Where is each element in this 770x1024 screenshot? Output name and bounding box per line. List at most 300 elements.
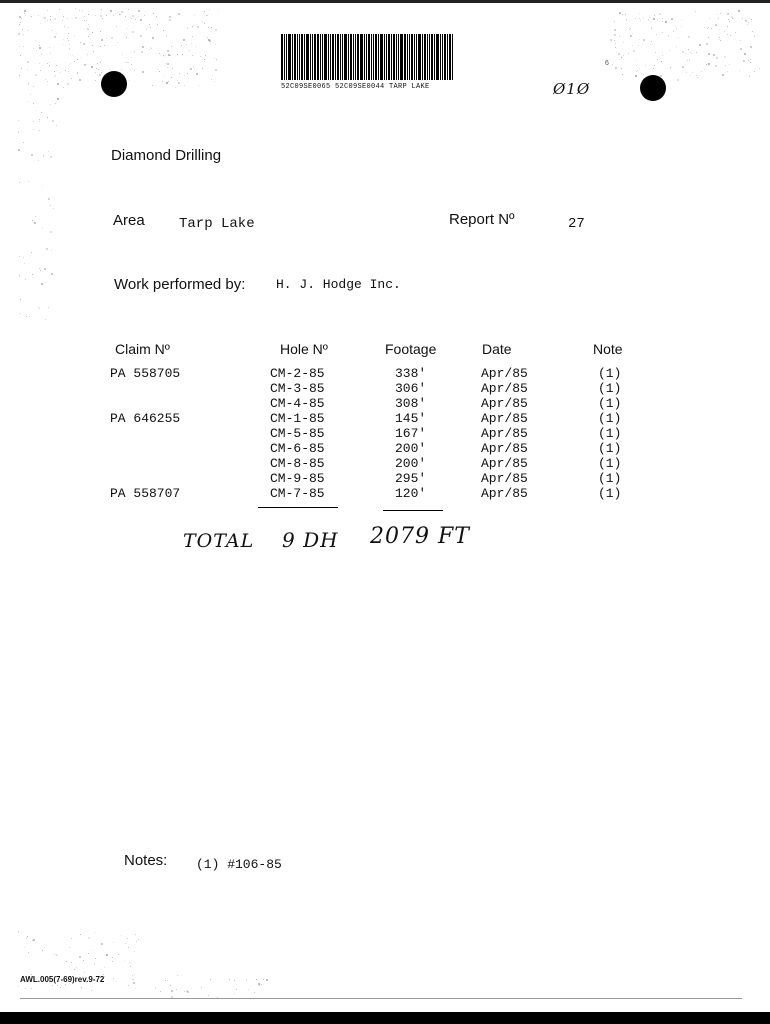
scan-speck <box>749 76 750 77</box>
scan-speck <box>167 63 169 65</box>
col-header-footage: Footage <box>385 341 437 357</box>
scan-speck <box>113 15 114 16</box>
scan-speck <box>632 33 633 34</box>
barcode-bar <box>411 34 413 80</box>
scan-speck <box>132 31 134 33</box>
scan-speck <box>747 24 748 25</box>
scan-speck <box>51 250 52 251</box>
scan-speck <box>68 71 69 72</box>
scan-speck <box>34 222 36 224</box>
scan-speck <box>47 63 48 64</box>
table-cell-footage: 120' <box>395 486 427 501</box>
scan-speck <box>19 313 20 314</box>
scan-speck <box>56 65 57 66</box>
scan-speck <box>685 53 686 54</box>
scan-speck <box>682 66 684 68</box>
scan-speck <box>36 110 37 111</box>
scan-speck <box>754 36 755 37</box>
barcode <box>281 34 497 80</box>
barcode-bar <box>310 34 311 80</box>
scan-speck <box>142 71 144 73</box>
scan-speck <box>84 16 85 17</box>
scan-speck <box>106 954 108 956</box>
scan-speck <box>35 74 37 76</box>
barcode-bar <box>332 34 334 80</box>
scan-speck <box>633 50 635 52</box>
scan-speck <box>210 43 211 44</box>
scan-speck <box>208 995 209 996</box>
scan-speck <box>739 70 740 71</box>
barcode-bar <box>314 34 316 80</box>
barcode-bar <box>364 34 365 80</box>
barcode-bar <box>396 34 397 80</box>
barcode-bar <box>281 34 283 80</box>
scan-speck <box>57 83 59 85</box>
scan-speck <box>720 40 721 41</box>
scan-speck <box>33 129 34 130</box>
scan-speck <box>184 75 185 76</box>
scan-speck <box>205 55 206 56</box>
scan-speck <box>100 62 101 63</box>
table-cell-footage: 308' <box>395 396 427 411</box>
barcode-bar <box>404 34 406 80</box>
scan-speck <box>189 50 190 51</box>
scan-bottom-edge <box>0 1012 770 1024</box>
table-cell-note: (1) <box>598 486 622 501</box>
barcode-bar <box>304 34 305 80</box>
scan-speck <box>31 16 32 17</box>
scan-speck <box>176 989 177 990</box>
barcode-bar <box>324 34 327 80</box>
scan-speck <box>31 988 32 989</box>
scan-speck <box>729 21 730 22</box>
scan-speck <box>109 69 110 70</box>
scan-speck <box>202 21 203 22</box>
area-value: Tarp Lake <box>179 216 255 232</box>
scan-speck <box>74 969 75 970</box>
scan-speck <box>623 42 624 43</box>
scan-speck <box>115 45 116 46</box>
scan-speck <box>209 40 211 42</box>
scan-speck <box>711 28 712 29</box>
scan-speck <box>751 21 752 22</box>
scan-speck <box>26 316 27 317</box>
scan-speck <box>681 26 682 27</box>
scan-speck <box>740 40 741 41</box>
table-cell-note: (1) <box>598 456 622 471</box>
scan-speck <box>630 28 631 29</box>
table-cell-hole: CM-9-85 <box>270 471 325 486</box>
scan-speck <box>229 979 230 980</box>
scan-speck <box>106 15 107 16</box>
scan-speck <box>695 11 696 12</box>
scan-speck <box>171 77 172 78</box>
scan-speck <box>62 20 63 21</box>
scan-speck <box>65 67 66 68</box>
scan-speck <box>55 103 56 104</box>
scan-speck <box>68 40 69 41</box>
scan-speck <box>623 55 624 56</box>
scan-speck <box>645 65 646 66</box>
scan-speck <box>619 12 621 14</box>
scan-speck <box>28 101 29 102</box>
scan-speck <box>204 11 205 12</box>
total-label: TOTAL <box>183 530 255 552</box>
scan-speck <box>63 39 64 40</box>
scan-speck <box>100 15 102 17</box>
scan-speck <box>56 125 57 126</box>
barcode-bar <box>409 34 410 80</box>
table-cell-date: Apr/85 <box>481 396 528 411</box>
scan-speck <box>112 957 113 958</box>
scan-speck <box>210 979 211 980</box>
table-cell-date: Apr/85 <box>481 441 528 456</box>
barcode-bar <box>301 34 303 80</box>
scan-speck <box>102 18 103 19</box>
scan-speck <box>665 21 667 23</box>
scan-speck <box>27 936 28 937</box>
scan-speck <box>215 69 217 71</box>
col-header-date: Date <box>482 341 512 357</box>
scan-speck <box>192 55 193 56</box>
scan-speck <box>98 69 99 70</box>
scan-speck <box>128 985 129 986</box>
scan-speck <box>51 273 53 275</box>
scan-speck <box>637 70 638 71</box>
scan-speck <box>614 29 616 31</box>
table-cell-hole: CM-6-85 <box>270 441 325 456</box>
scan-speck <box>48 151 49 152</box>
barcode-bar <box>375 34 377 80</box>
scan-speck <box>69 947 70 948</box>
scan-speck <box>140 35 142 37</box>
table-cell-date: Apr/85 <box>481 381 528 396</box>
scan-speck <box>20 55 21 56</box>
scan-speck <box>618 53 620 55</box>
scan-speck <box>696 52 697 53</box>
scan-speck <box>162 81 163 82</box>
barcode-bar <box>317 34 319 80</box>
scan-speck <box>128 62 129 63</box>
scan-speck <box>83 43 85 45</box>
table-cell-hole: CM-2-85 <box>270 366 325 381</box>
barcode-bar <box>444 34 446 80</box>
scan-speck <box>190 68 192 70</box>
scan-speck <box>708 37 709 38</box>
scan-speck <box>54 275 55 276</box>
scan-speck <box>65 984 66 985</box>
work-performed-label: Work performed by: <box>114 276 246 293</box>
scan-speck <box>28 30 29 31</box>
barcode-bar <box>429 34 430 80</box>
table-cell-claim: PA 646255 <box>110 411 181 426</box>
scan-speck <box>75 8 76 9</box>
scan-speck <box>722 74 724 76</box>
scan-speck <box>708 63 710 65</box>
scan-speck <box>18 149 20 151</box>
scan-speck <box>697 77 698 78</box>
scan-speck <box>622 74 623 75</box>
scan-speck <box>211 27 212 28</box>
page-title: Diamond Drilling <box>111 147 222 164</box>
scan-speck <box>676 46 677 47</box>
scan-speck <box>127 938 128 939</box>
scan-speck <box>95 72 96 73</box>
scan-speck <box>67 38 68 39</box>
scan-speck <box>47 20 48 21</box>
scan-speck <box>708 27 709 28</box>
scan-speck <box>45 282 46 283</box>
scan-speck <box>656 34 657 35</box>
scan-speck <box>643 74 644 75</box>
scan-speck <box>48 307 49 308</box>
scan-speck <box>57 98 59 100</box>
scan-speck <box>194 68 195 69</box>
scan-speck <box>77 73 78 74</box>
scan-speck <box>68 27 69 28</box>
scan-speck <box>44 17 46 19</box>
scan-speck <box>706 43 708 45</box>
scan-speck <box>717 14 718 15</box>
scan-speck <box>149 24 150 25</box>
barcode-bar <box>335 34 336 80</box>
scan-speck <box>662 32 663 33</box>
barcode-bar <box>342 34 343 80</box>
scan-speck <box>20 9 21 10</box>
table-cell-claim: PA 558705 <box>110 366 181 381</box>
scan-speck <box>699 44 701 46</box>
scan-speck <box>172 68 173 69</box>
scan-speck <box>132 15 134 17</box>
scan-speck <box>138 10 140 12</box>
table-cell-footage: 295' <box>395 471 427 486</box>
scan-speck <box>72 55 73 56</box>
scan-speck <box>615 43 616 44</box>
table-cell-hole: CM-5-85 <box>270 426 325 441</box>
scan-speck <box>168 81 169 82</box>
barcode-caption: 52C09SE0065 52C09SE0044 TARP LAKE <box>281 83 430 91</box>
scan-speck <box>254 992 255 993</box>
scan-speck <box>18 132 19 133</box>
scan-speck <box>91 950 92 951</box>
scan-speck <box>135 934 136 935</box>
scan-speck <box>42 950 43 951</box>
barcode-bar <box>371 34 372 80</box>
col-header-hole: Hole Nº <box>280 341 328 357</box>
scan-speck <box>170 985 171 986</box>
scan-speck <box>193 66 194 67</box>
scan-speck <box>152 85 153 86</box>
scan-speck <box>716 57 718 59</box>
scan-speck <box>74 61 75 62</box>
scan-speck <box>261 984 262 985</box>
scan-speck <box>69 48 70 49</box>
barcode-bar <box>306 34 309 80</box>
barcode-bar <box>434 34 435 80</box>
scan-speck <box>24 263 25 264</box>
scan-top-edge <box>0 0 770 3</box>
scan-speck <box>149 49 150 50</box>
scan-speck <box>89 34 90 35</box>
scan-speck <box>650 44 651 45</box>
scan-speck <box>636 65 637 66</box>
scan-speck <box>160 55 161 56</box>
scan-speck <box>142 46 144 48</box>
scan-speck <box>41 54 42 55</box>
scan-speck <box>171 990 173 992</box>
scan-speck <box>47 117 48 118</box>
scan-speck <box>725 57 726 58</box>
scan-speck <box>24 10 26 12</box>
scan-speck <box>677 79 679 81</box>
barcode-bar <box>447 34 448 80</box>
scan-speck <box>79 956 81 958</box>
scan-speck <box>615 67 617 69</box>
barcode-bar <box>373 34 374 80</box>
scan-speck <box>636 60 637 61</box>
barcode-bar <box>422 34 423 80</box>
scan-speck <box>182 54 183 55</box>
scan-speck <box>89 26 90 27</box>
scan-speck <box>32 274 33 275</box>
scan-speck <box>752 31 753 32</box>
barcode-bar <box>449 34 451 80</box>
table-cell-note: (1) <box>598 381 622 396</box>
barcode-bar <box>350 34 352 80</box>
scan-speck <box>54 76 55 77</box>
scan-speck <box>54 71 55 72</box>
scan-speck <box>218 9 219 10</box>
scan-speck <box>740 48 742 50</box>
scan-speck <box>165 63 166 64</box>
scan-speck <box>35 40 36 41</box>
table-cell-hole: CM-7-85 <box>270 486 325 501</box>
barcode-bar <box>400 34 403 80</box>
scan-speck <box>639 39 640 40</box>
footer-rule <box>20 998 742 999</box>
scan-speck <box>23 142 24 143</box>
punch-hole-left <box>101 71 127 97</box>
scan-speck <box>662 55 663 56</box>
scan-speck <box>88 953 89 954</box>
scan-speck <box>208 27 209 28</box>
hole-column-rule <box>258 507 338 508</box>
scan-speck <box>84 64 86 66</box>
barcode-bar <box>398 34 399 80</box>
scan-speck <box>132 975 133 976</box>
scan-speck <box>31 252 32 253</box>
scan-speck <box>132 979 133 980</box>
scan-speck <box>715 65 717 67</box>
scan-speck <box>632 45 633 46</box>
scan-speck <box>166 82 168 84</box>
barcode-bar <box>337 34 339 80</box>
scan-speck <box>204 61 205 62</box>
scan-speck <box>160 991 161 992</box>
scan-speck <box>25 279 26 280</box>
scan-speck <box>56 954 58 956</box>
scan-speck <box>134 70 135 71</box>
scan-speck <box>23 34 24 35</box>
scan-speck <box>181 45 182 46</box>
scan-speck <box>136 941 137 942</box>
scan-speck <box>88 24 89 25</box>
scan-speck <box>96 68 97 69</box>
scan-speck <box>19 24 20 25</box>
scan-speck <box>678 37 679 38</box>
scan-speck <box>619 36 620 37</box>
scan-speck <box>134 974 135 975</box>
scan-speck <box>52 985 53 986</box>
scan-speck <box>28 83 29 84</box>
scan-speck <box>41 283 43 285</box>
scan-speck <box>110 10 112 12</box>
scan-speck <box>18 120 19 121</box>
scan-speck <box>642 44 643 45</box>
scan-speck <box>53 208 54 209</box>
scan-speck <box>112 961 113 962</box>
barcode-bar <box>414 34 415 80</box>
scan-speck <box>19 46 20 47</box>
scan-speck <box>718 18 719 19</box>
barcode-bar <box>322 34 323 80</box>
scan-speck <box>727 34 728 35</box>
scan-speck <box>22 29 23 30</box>
scan-speck <box>101 39 103 41</box>
scan-speck <box>151 48 152 49</box>
barcode-bar <box>440 34 441 80</box>
scan-speck <box>71 962 72 963</box>
scan-speck <box>615 47 616 48</box>
scan-speck <box>730 35 731 36</box>
report-label: Report Nº <box>449 211 515 228</box>
scan-speck <box>754 71 755 72</box>
scan-speck <box>215 29 217 31</box>
scan-speck <box>727 26 728 27</box>
scan-speck <box>100 31 101 32</box>
scan-speck <box>129 80 130 81</box>
scan-speck <box>133 982 135 984</box>
scan-speck <box>696 75 697 76</box>
scan-speck <box>86 64 87 65</box>
scan-speck <box>44 947 45 948</box>
scan-speck <box>246 980 247 981</box>
scan-speck <box>25 988 26 989</box>
scan-speck <box>177 975 178 976</box>
scan-speck <box>621 69 622 70</box>
scan-speck <box>179 73 180 74</box>
scan-speck <box>738 10 740 12</box>
scan-speck <box>657 59 658 60</box>
scan-speck <box>750 59 751 60</box>
scan-speck <box>724 31 725 32</box>
scan-speck <box>639 18 640 19</box>
scan-speck <box>131 64 132 65</box>
barcode-bar <box>384 34 385 80</box>
scan-speck <box>153 13 154 14</box>
scan-speck <box>67 83 69 85</box>
scan-speck <box>742 18 743 19</box>
table-cell-footage: 167' <box>395 426 427 441</box>
contractor-name: H. J. Hodge Inc. <box>276 277 401 292</box>
scan-speck <box>23 257 24 258</box>
scan-speck <box>101 72 102 73</box>
scan-speck <box>214 81 215 82</box>
barcode-bar <box>288 34 291 80</box>
scan-speck <box>134 51 135 52</box>
scan-speck <box>36 50 37 51</box>
scan-speck <box>750 46 752 48</box>
